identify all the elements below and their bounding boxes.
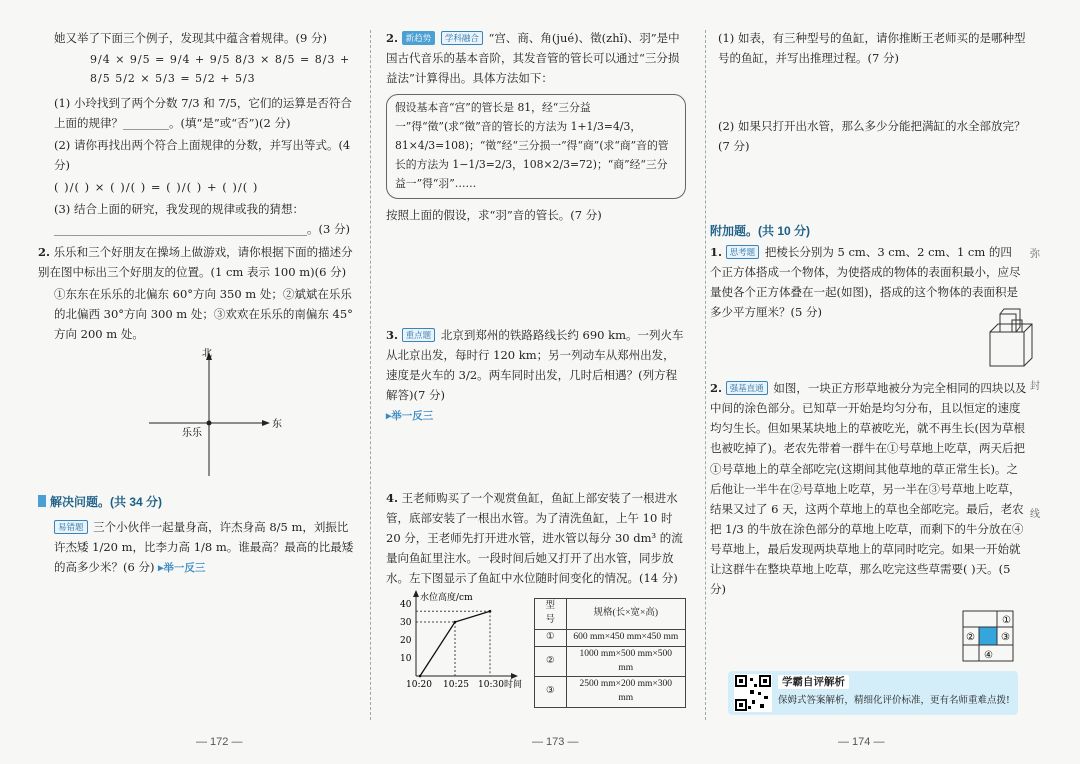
part2-blank: ( )/( ) × ( )/( ) = ( )/( ) + ( )/( ) — [54, 180, 259, 195]
table-row: ② 1000 mm×500 mm×500 mm — [535, 646, 686, 677]
examples-equation: 9/4 × 9/5 = 9/4 + 9/5 8/3 × 8/5 = 8/3 + 8/5 5/2 × 5/3 = 5/2 + 5/3 — [90, 53, 351, 86]
y-axis-label: 水位高度/cm — [420, 593, 473, 604]
question-number: 2. — [710, 381, 723, 395]
side-mark: 线 — [1030, 509, 1040, 520]
related-practice-link[interactable]: ▸举一反三 — [386, 410, 434, 423]
grass-grid-figure — [962, 610, 1014, 662]
question-3-text: 北京到郑州的铁路路线长约 690 km。一列火车从北京出发，每时行 120 km；另一列动车从郑州出发，速度是火车的 3/2。两车同时出发，几时后相遇？(列方程解答)(7 分) — [386, 327, 684, 403]
x-tick-label: 10:30 — [478, 680, 504, 691]
question-2-ask: 按照上面的假设，求“羽”音的管长。(7 分) — [386, 207, 602, 222]
extra-2-text: 如图，一块正方形草地被分为完全相同的四块以及中间的涂色部分。已知草一开始是均匀分布，且以恒定的速度均匀生长。但如果某块地上的草被吃光，就不再生长(因为草根也被吃掉了)。老农先带着一群牛在①号草地上吃草，两天后把①号草地上的草全部吃完(这期间其他草地的草正常生长)。之后他让一半牛在②号草地上吃草，另一半在③号草地上吃草，结果又过了 6 天，这两个草地上的草也全部吃完。最后，老农把 1/3 的牛放在涂色部分的草地上吃草，而剩下的牛分放在④号草地上，最后发现两块草地上的草同时吃完。如果一开始就让这群牛在整块草地上吃草，那么吃完这些草需要( )天。(5 分) — [710, 381, 1027, 597]
y-tick-label: 30 — [400, 618, 412, 629]
part2-text: (2) 如果只打开出水管，那么多少分能把满缸的水全部放完？(7 分) — [718, 119, 1026, 154]
shaded-center-region — [979, 627, 997, 645]
data-point — [454, 621, 457, 624]
method-box — [386, 94, 686, 198]
y-arrow-icon — [413, 590, 419, 597]
x-axis-label: 时间 — [504, 680, 523, 691]
stacked-cubes-figure — [988, 306, 1036, 368]
intro-text: 她又举了下面三个例子，发现其中蕴含着规律。(9 分) — [54, 31, 327, 45]
table-header: 规格(长×宽×高) — [566, 599, 685, 630]
section-title: 解决问题。(共 34 分) — [38, 492, 356, 513]
part3-text: (3) 结合上面的研究，我发现的规律或我的猜想：____________________________________________。(3 分) — [54, 202, 350, 237]
x-tick-label: 10:20 — [406, 680, 432, 691]
table-header: 型号 — [535, 599, 567, 630]
question-1-text: 三个小伙伴一起量身高，许杰身高 8/5 m，刘振比许杰矮 1/20 m，比李力高 1/8 m。谁最高？最高的比最矮的高多少米？(6 分) — [54, 520, 354, 575]
part2-text: (2) 请你再找出两个符合上面规律的分数，并写出等式。(4 分) — [54, 137, 351, 172]
part1-text: (1) 如表，有三种型号的鱼缸，请你推断王老师买的是哪种型号的鱼缸，并写出推理过程。(7 分) — [718, 31, 1026, 66]
east-arrow-icon — [262, 420, 270, 426]
method-text: 假设基本音“宫”的管长是 81，经“三分益一”得“徵”(求“徵”音的管长的方法为 1+1/3=4/3，81×4/3=108)；“徵”经“三分损一”得“商”(求“商”音的管长的方法为 1−1/3=2/3，108×2/3=72)；“商”经“三分益一”得“羽”…… — [395, 101, 669, 190]
data-point — [489, 610, 492, 613]
grid-label-1: ① — [1002, 615, 1011, 626]
question-number: 4. — [386, 490, 399, 505]
x-tick-label: 10:25 — [443, 680, 469, 691]
page-number: — 174 — — [838, 735, 885, 748]
side-mark: 封 — [1030, 381, 1040, 392]
east-label: 东 — [272, 419, 282, 431]
question-2-text: “宫、商、角(jué)、徵(zhǐ)、羽”是中国古代音乐的基本音阶，其发音管的管长可以通过“三分损益法”计算得出。具体方法如下： — [386, 31, 680, 86]
page-172 — [0, 0, 368, 764]
easy-error-badge: 易错题 — [54, 520, 88, 534]
part1-text: (1) 小玲找到了两个分数 7/3 和 7/5，它们的运算是否符合上面的规律？________。(填“是”或“否”)(2 分) — [54, 95, 352, 130]
question-2-items: ①东东在乐乐的北偏东 60°方向 350 m 处；②斌斌在乐乐的北偏西 30°方向 300 m 处；③欢欢在乐乐的南偏东 45°方向 200 m 处。 — [54, 286, 353, 341]
extra-1-text: 把棱长分别为 5 cm、3 cm、2 cm、1 cm 的四个正方体搭成一个物体，为使搭成的物体的表面积最小，应尽量使各个正方体叠在一起(如图)，搭成的这个物体的表面积是多少平方厘米？(5 分) — [710, 244, 1021, 319]
table-row: ③ 2500 mm×200 mm×300 mm — [535, 677, 686, 708]
page-174 — [706, 0, 1080, 764]
x-arrow-icon — [511, 673, 518, 679]
spec-table — [534, 598, 686, 707]
related-practice-link[interactable]: ▸举一反三 — [158, 562, 206, 575]
grid-label-2: ② — [966, 632, 975, 643]
side-mark: 弥 — [1030, 249, 1040, 260]
qr-banner[interactable] — [728, 671, 1018, 715]
compass-diagram — [54, 348, 354, 488]
table-row: ① 600 mm×450 mm×450 mm — [535, 629, 686, 646]
qr-description: 保姆式答案解析，精细化评价标准，更有名师重难点拨! — [778, 695, 1010, 706]
qr-title: 学霸自评解析 — [778, 675, 849, 689]
question-number: 1. — [710, 244, 723, 259]
water-level-chart — [386, 590, 526, 690]
grid-label-3: ③ — [1001, 632, 1010, 643]
question-number: 2. — [38, 244, 51, 259]
qr-code-icon — [734, 674, 772, 712]
y-tick-label: 40 — [400, 600, 412, 611]
strong-base-badge: 强基直通 — [726, 381, 768, 395]
question-number: 3. — [386, 327, 399, 342]
key-question-badge: 重点题 — [402, 328, 436, 342]
question-4-text: 王老师购买了一个观赏鱼缸，鱼缸上部安装了一根进水管，底部安装了一根出水管。为了清洗鱼缸，上午 10 时 20 分，王老师先打开进水管，进水管以每分 30 dm³ 的流量向鱼缸里注水。一段时间后她又打开了出水管，同步放水。左下图显示了鱼缸中水位随时间变化的情况。(14 分) — [386, 490, 683, 586]
think-badge: 思考题 — [726, 245, 760, 259]
page-173 — [372, 0, 704, 764]
y-tick-label: 10 — [400, 654, 412, 665]
grid-label-4: ④ — [984, 650, 993, 661]
page-number: — 173 — — [532, 735, 579, 748]
column-divider — [370, 30, 371, 720]
section-bar-icon — [38, 495, 46, 507]
north-label: 北 — [202, 348, 212, 360]
question-2-text: 乐乐和三个好朋友在操场上做游戏，请你根据下面的描述分别在图中标出三个好朋友的位置。(1 cm 表示 100 m)(6 分) — [38, 244, 353, 279]
page-number: — 172 — — [196, 735, 243, 748]
y-tick-label: 20 — [400, 636, 412, 647]
subject-fusion-badge: 学科融合 — [441, 31, 483, 45]
center-label: 乐乐 — [182, 428, 202, 440]
question-number: 2. — [386, 31, 399, 45]
center-point — [207, 421, 212, 426]
data-point — [419, 675, 422, 678]
new-trend-badge: 新趋势 — [402, 31, 436, 45]
extra-section-title: 附加题。(共 10 分) — [710, 223, 811, 238]
